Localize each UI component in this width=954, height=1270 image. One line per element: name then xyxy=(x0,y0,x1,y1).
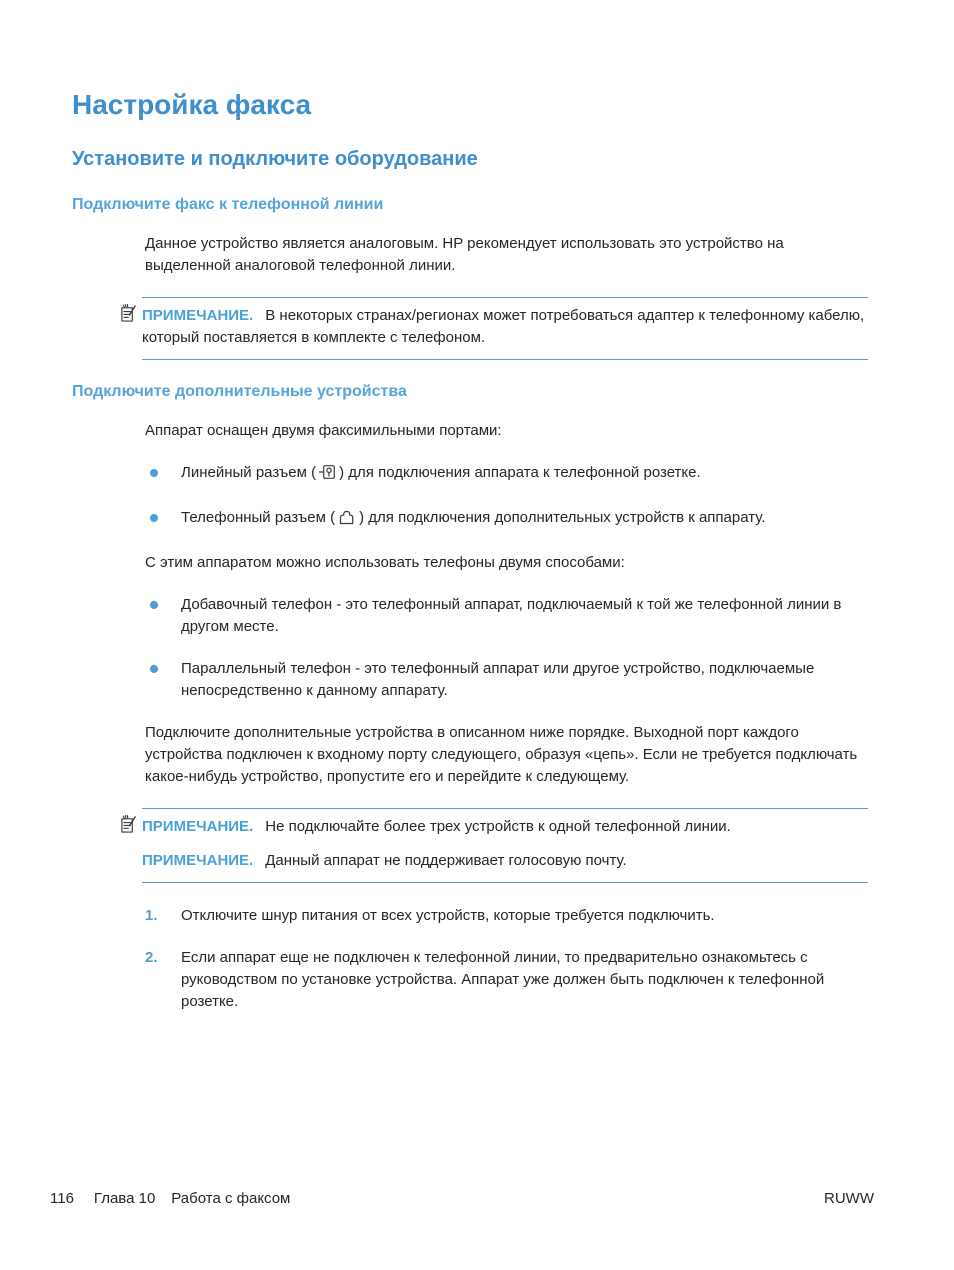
phone-ways-bullet-list xyxy=(145,594,868,702)
bullet-text-post: ) для подключения аппарата к телефонной розетке. xyxy=(339,464,701,481)
bullet-dot xyxy=(150,665,158,673)
step-number: 1. xyxy=(145,907,158,924)
paragraph-two-ways: С этим аппаратом можно использовать телефоны двумя способами: xyxy=(145,554,625,571)
footer-ruww-label: RUWW xyxy=(824,1190,874,1207)
section-heading-setup: Установите и подключите оборудование xyxy=(72,148,478,170)
list-item xyxy=(145,658,868,702)
footer-chapter: Глава 10 xyxy=(93,1190,156,1207)
note-text xyxy=(142,305,868,349)
note-text xyxy=(142,850,868,872)
note-body-text: В некоторых странах/регионах может потребоваться адаптер к телефонному кабелю, который поставляется в комплекте с телефоном. xyxy=(142,307,865,346)
note-label: ПРИМЕЧАНИЕ. xyxy=(142,852,254,869)
note-label: ПРИМЕЧАНИЕ. xyxy=(142,307,254,324)
bullet-dot xyxy=(150,601,158,609)
bullet-dot xyxy=(150,469,158,477)
note-icon xyxy=(120,297,142,328)
numbered-steps xyxy=(145,905,868,1013)
bullet-text: Добавочный телефон - это телефонный аппарат, подключаемый к той же телефонной линии в другом месте. xyxy=(181,596,842,635)
bullet-text-pre: Телефонный разъем ( xyxy=(181,509,336,526)
bullet-dot xyxy=(150,514,158,522)
page-title: Настройка факса xyxy=(72,89,312,120)
step-item xyxy=(145,947,868,1013)
paragraph-chain-order: Подключите дополнительные устройства в описанном ниже порядке. Выходной порт каждого устройства подключен к входному порту следующего, образуя «цепь». Если не требуется подключать какое-нибудь устройство, пропустите его и перейдите к следующему. xyxy=(145,724,858,785)
step-text: Отключите шнур питания от всех устройств, которые требуется подключить. xyxy=(181,907,715,924)
paragraph-two-ports: Аппарат оснащен двумя факсимильными портами: xyxy=(145,422,502,439)
port-bullet-list xyxy=(145,462,868,532)
note-body-text: Не подключайте более трех устройств к одной телефонной линии. xyxy=(265,818,731,835)
note-body-text: Данный аппарат не поддерживает голосовую почту. xyxy=(265,852,627,869)
note-block-adapter xyxy=(120,297,868,360)
note-text xyxy=(142,816,868,838)
list-item xyxy=(145,507,868,532)
bullet-text-post: ) для подключения дополнительных устройств к аппарату. xyxy=(359,509,766,526)
note-label: ПРИМЕЧАНИЕ. xyxy=(142,818,254,835)
line-port-icon xyxy=(319,464,336,487)
subsection-heading-connect-line: Подключите факс к телефонной линии xyxy=(72,196,384,213)
note-icon xyxy=(120,808,142,839)
footer-page-number: 116 xyxy=(50,1190,74,1207)
page-footer xyxy=(50,1190,874,1207)
step-text: Если аппарат еще не подключен к телефонной линии, то предварительно ознакомьтесь с руководством по установке устройства. Аппарат уже должен быть подключен к телефонной розетке. xyxy=(181,949,825,1010)
list-item xyxy=(145,594,868,638)
bullet-text: Параллельный телефон - это телефонный аппарат или другое устройство, подключаемые непосредственно к данному аппарату. xyxy=(181,660,815,699)
list-item xyxy=(145,462,868,487)
paragraph-analog-device: Данное устройство является аналоговым. HP рекомендует использовать это устройство на выделенной аналоговой телефонной линии. xyxy=(145,235,784,274)
note-block-limits xyxy=(120,808,868,883)
subsection-heading-additional-devices: Подключите дополнительные устройства xyxy=(72,383,407,400)
bullet-text-pre: Линейный разъем ( xyxy=(181,464,317,481)
step-item xyxy=(145,905,868,927)
footer-chapter-title: Работа с факсом xyxy=(171,1190,291,1207)
phone-icon xyxy=(338,510,356,532)
step-number: 2. xyxy=(145,949,158,966)
